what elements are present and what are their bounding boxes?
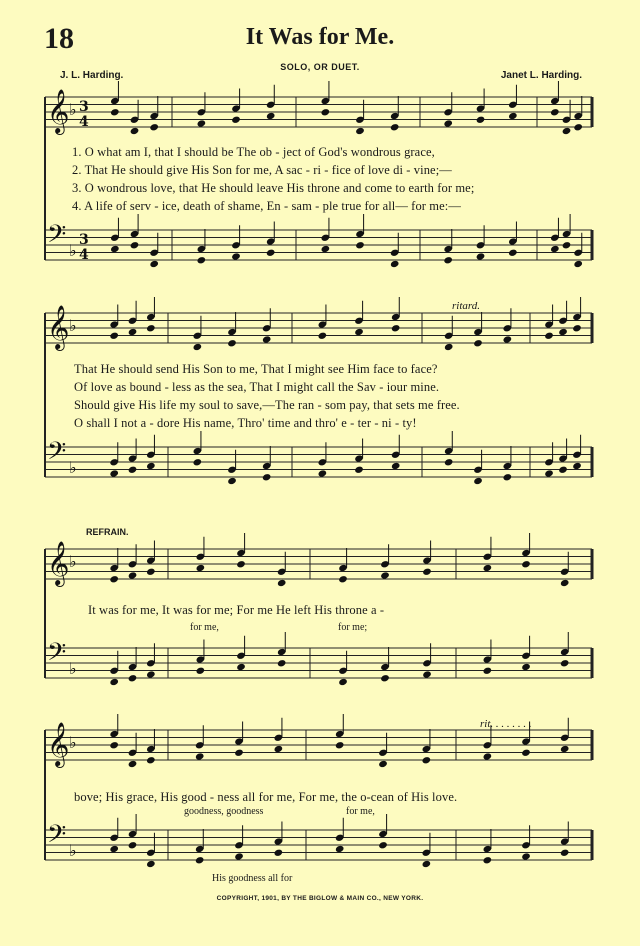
note-head xyxy=(560,659,570,667)
note-head xyxy=(109,845,119,853)
note-head xyxy=(560,745,570,753)
key-signature-flat: ♭ xyxy=(69,659,77,678)
time-signature-bottom: 4 xyxy=(79,114,89,130)
note-head xyxy=(572,324,582,332)
note-head xyxy=(560,849,570,857)
time-signature-top: 3 xyxy=(79,232,89,248)
verse-1-line-2: That He should send His Son to me, That I might see Him face to face? xyxy=(74,362,438,376)
note-head xyxy=(508,249,518,257)
note-head xyxy=(196,564,206,572)
treble-clef: 𝄞 xyxy=(47,305,70,349)
copyright-notice: COPYRIGHT, 1901, BY THE BIGLOW & MAIN CO., NEW YORK. xyxy=(216,895,424,902)
note-head xyxy=(380,571,390,579)
note-head xyxy=(444,458,454,466)
note-head xyxy=(128,841,138,849)
note-head xyxy=(483,564,493,572)
refrain-lyric-1: It was for me, It was for me; For me He left His throne a - xyxy=(88,603,385,617)
note-head xyxy=(227,339,237,347)
performance-note: SOLO, OR DUET. xyxy=(280,62,360,72)
note-head xyxy=(146,670,156,678)
author-credit: Janet L. Harding. xyxy=(500,70,582,81)
note-head xyxy=(380,674,390,682)
note-head xyxy=(444,343,454,351)
note-head xyxy=(562,127,572,135)
note-head xyxy=(390,123,400,131)
note-head xyxy=(503,473,513,481)
verse-3-line-2: Should give His life my soul to save,—The ran - som pay, that sets me free. xyxy=(74,398,460,412)
note-head xyxy=(422,860,432,868)
note-head xyxy=(110,245,120,253)
ritard-marking: ritard. xyxy=(452,300,481,312)
note-head xyxy=(128,328,138,336)
hymn-title: It Was for Me. xyxy=(245,24,395,50)
note-head xyxy=(378,760,388,768)
note-head xyxy=(236,663,246,671)
note-head xyxy=(338,678,348,686)
note-head xyxy=(266,249,276,257)
refrain-echo-3: goodness, goodness xyxy=(184,806,264,817)
note-head xyxy=(128,466,138,474)
note-head xyxy=(128,760,138,768)
verse-2-line-2: Of love as bound - less as the sea, That I might call the Sav - iour mine. xyxy=(74,380,440,394)
note-head xyxy=(195,856,205,864)
note-head xyxy=(562,241,572,249)
note-head xyxy=(544,469,554,477)
note-head xyxy=(378,841,388,849)
treble-clef: 𝄞 xyxy=(47,722,70,766)
note-head xyxy=(355,241,365,249)
hymn-number: 18 xyxy=(44,22,74,55)
note-head xyxy=(521,663,531,671)
refrain-echo-5: His goodness all for xyxy=(212,873,293,884)
note-head xyxy=(277,659,287,667)
note-head xyxy=(109,575,119,583)
note-head xyxy=(109,332,119,340)
note-head xyxy=(146,756,156,764)
bass-clef: 𝄢 xyxy=(47,220,67,255)
verse-3-line-1: 3. O wondrous love, that He should leave His throne and come to earth for me; xyxy=(72,181,475,195)
note-head xyxy=(572,462,582,470)
key-signature-flat: ♭ xyxy=(69,100,77,119)
note-head xyxy=(483,667,493,675)
refrain-lyric-2: bove; His grace, His good - ness all for me, For me, the o-cean of His love. xyxy=(74,790,458,804)
note-head xyxy=(149,123,159,131)
note-head xyxy=(476,252,486,260)
note-head xyxy=(231,252,241,260)
time-signature-top: 3 xyxy=(79,99,89,115)
note-head xyxy=(550,245,560,253)
verse-2-line-1: 2. That He should give His Son for me, A sac - ri - fice of love di - vine;— xyxy=(72,163,452,177)
note-head xyxy=(266,112,276,120)
note-head xyxy=(508,112,518,120)
note-head xyxy=(503,335,513,343)
key-signature-flat: ♭ xyxy=(69,241,77,260)
note-head xyxy=(521,749,531,757)
note-head xyxy=(443,119,453,127)
note-head xyxy=(335,845,345,853)
note-head xyxy=(274,849,284,857)
verse-4-line-2: O shall I not a - dore His name, Thro' time and thro' e - ter - ni - ty! xyxy=(74,416,417,430)
note-head xyxy=(130,241,140,249)
treble-clef: 𝄞 xyxy=(47,541,70,585)
note-head xyxy=(274,745,284,753)
note-head xyxy=(550,108,560,116)
note-head xyxy=(321,245,331,253)
time-signature-bottom: 4 xyxy=(79,247,89,263)
note-head xyxy=(109,678,119,686)
note-head xyxy=(355,127,365,135)
note-head xyxy=(544,332,554,340)
note-head xyxy=(558,466,568,474)
composer-credit: J. L. Harding. xyxy=(60,70,124,81)
note-head xyxy=(234,749,244,757)
note-head xyxy=(335,741,345,749)
note-head xyxy=(521,560,531,568)
note-head xyxy=(227,477,237,485)
note-head xyxy=(483,752,493,760)
note-head xyxy=(443,256,453,264)
key-signature-flat: ♭ xyxy=(69,841,77,860)
note-head xyxy=(391,462,401,470)
note-head xyxy=(573,260,583,268)
refrain-echo-2: for me; xyxy=(338,622,368,633)
note-head xyxy=(422,756,432,764)
key-signature-flat: ♭ xyxy=(69,458,77,477)
note-head xyxy=(391,324,401,332)
key-signature-flat: ♭ xyxy=(69,733,77,752)
note-head xyxy=(476,116,486,124)
note-head xyxy=(146,568,156,576)
note-head xyxy=(234,852,244,860)
note-head xyxy=(128,571,138,579)
note-head xyxy=(321,108,331,116)
note-head xyxy=(236,560,246,568)
note-head xyxy=(558,328,568,336)
note-head xyxy=(318,469,328,477)
note-head xyxy=(338,575,348,583)
verse-4-line-1: 4. A life of serv - ice, death of shame, En - sam - ple true for all— for me:— xyxy=(72,199,461,213)
note-head xyxy=(277,579,287,587)
note-head xyxy=(146,462,156,470)
note-head xyxy=(573,123,583,131)
note-head xyxy=(560,579,570,587)
rit-marking: rit. . . . . . . . xyxy=(480,718,532,730)
refrain-echo-4: for me, xyxy=(346,806,375,817)
note-head xyxy=(354,328,364,336)
note-head xyxy=(130,127,140,135)
note-head xyxy=(110,108,120,116)
note-head xyxy=(390,260,400,268)
note-head xyxy=(193,343,203,351)
note-head xyxy=(196,667,206,675)
bass-clef: 𝄢 xyxy=(47,437,67,472)
note-head xyxy=(422,568,432,576)
treble-clef: 𝄞 xyxy=(47,89,70,133)
note-head xyxy=(483,856,493,864)
note-head xyxy=(149,260,159,268)
note-head xyxy=(193,458,203,466)
note-head xyxy=(231,116,241,124)
note-head xyxy=(262,335,272,343)
note-head xyxy=(197,119,207,127)
note-head xyxy=(354,466,364,474)
note-head xyxy=(128,674,138,682)
note-head xyxy=(146,860,156,868)
note-head xyxy=(422,670,432,678)
note-head xyxy=(473,477,483,485)
note-head xyxy=(521,852,531,860)
verse-1-line-1: 1. O what am I, that I should be The ob - ject of God's wondrous grace, xyxy=(72,145,435,159)
refrain-echo-1: for me, xyxy=(190,622,219,633)
note-head xyxy=(109,741,119,749)
note-head xyxy=(318,332,328,340)
key-signature-flat: ♭ xyxy=(69,552,77,571)
refrain-label: REFRAIN. xyxy=(86,527,129,537)
note-head xyxy=(197,256,207,264)
note-head xyxy=(473,339,483,347)
key-signature-flat: ♭ xyxy=(69,316,77,335)
note-head xyxy=(146,324,156,332)
note-head xyxy=(195,752,205,760)
note-head xyxy=(262,473,272,481)
bass-clef: 𝄢 xyxy=(47,820,67,855)
bass-clef: 𝄢 xyxy=(47,638,67,673)
note-head xyxy=(109,469,119,477)
